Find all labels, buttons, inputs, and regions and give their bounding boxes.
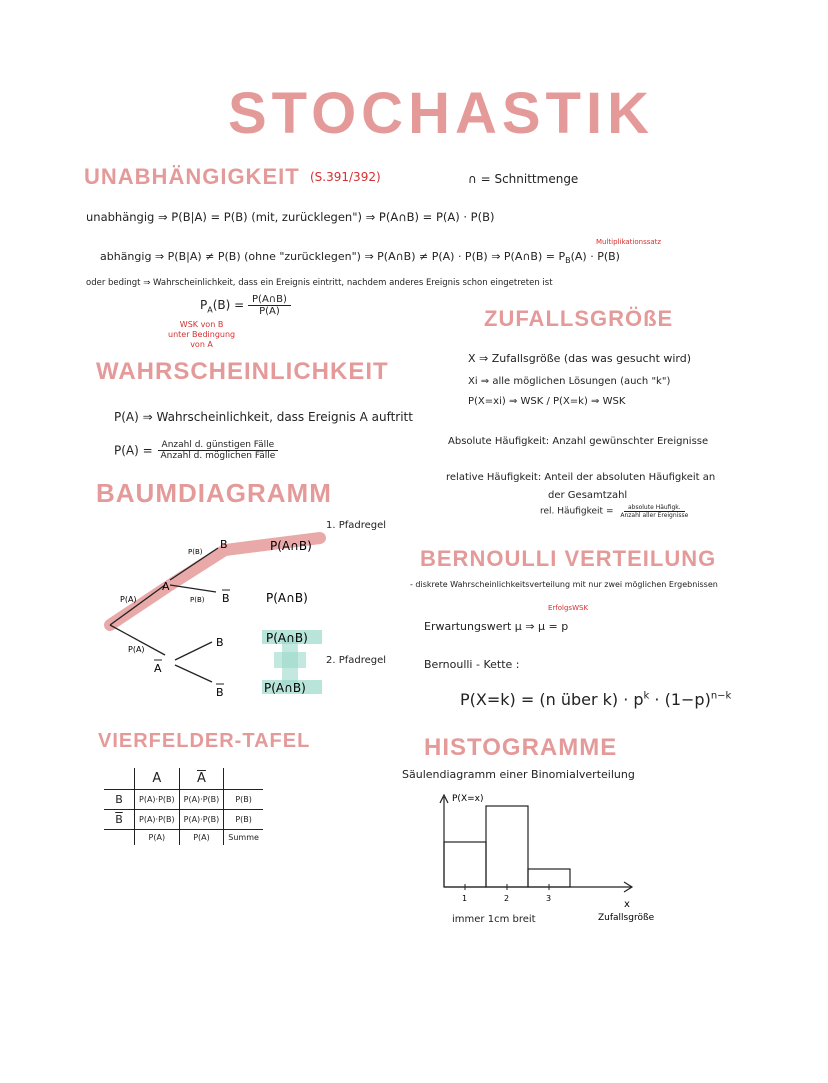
table-row <box>104 810 263 830</box>
abhaengig-formula <box>100 250 620 265</box>
bedingte-wsk-formula <box>200 294 291 317</box>
table-row <box>104 768 263 790</box>
rel-denominator: Anzahl aller Ereignisse <box>620 512 689 519</box>
table-cell <box>224 768 263 790</box>
table-row <box>104 790 263 810</box>
erwartungswert: Erwartungswert μ ⇒ μ = p <box>424 620 569 633</box>
unabhaengigkeit-heading: UNABHÄNGIGKEIT <box>84 164 300 189</box>
bernoulli-formula-main: P(X=k) = (n über k) · p <box>460 690 644 709</box>
x-axis-name: Zufallsgröße <box>598 913 655 923</box>
rel-numerator: absolute Häufigk. <box>624 504 685 512</box>
table-row <box>104 830 263 846</box>
result-2: P(A∩B) <box>266 591 308 605</box>
table-cell: P(B) <box>235 815 252 824</box>
y-axis-label: P(X=x) <box>452 794 484 804</box>
wsk-note <box>168 320 235 350</box>
node-bbar: B <box>222 592 230 605</box>
node-abar: A <box>154 662 162 675</box>
node-b: B <box>220 538 228 551</box>
table-cell: P(A)·P(B) <box>179 810 224 830</box>
bedingt-text: oder bedingt ⇒ Wahrscheinlichkeit, dass ein Ereignis eintritt, nachdem anderes Ereignis schon eingetreten ist <box>86 278 553 288</box>
pa-label: P(A) = <box>114 443 153 458</box>
table-cell <box>104 830 135 846</box>
rel-label: rel. Häufigkeit = <box>540 506 614 517</box>
rel-fraction <box>616 504 692 519</box>
erfolgs-wsk-label: ErfolgsWSK <box>548 604 589 612</box>
result-3: P(A∩B) <box>266 631 308 645</box>
branch-abar-b <box>175 642 212 660</box>
laplace-denominator: Anzahl d. möglichen Fälle <box>160 451 276 461</box>
bernoulli-formula <box>460 690 731 709</box>
label-pbbar: P(B) <box>190 596 205 604</box>
x-tick-label: 2 <box>504 894 510 903</box>
node-bbar: B <box>216 686 224 699</box>
abhaengig-text: abhängig ⇒ P(B|A) ≠ P(B) (ohne "zurücklegen") ⇒ P(A∩B) ≠ P(A) · P(B) ⇒ P(A∩B) = P <box>100 250 566 263</box>
pfadregel-2: 2. Pfadregel <box>326 655 387 666</box>
bernoulli-kette-label: Bernoulli - Kette : <box>424 658 520 671</box>
bernoulli-formula-mid: · (1−p) <box>649 690 711 709</box>
histogramm-description: Säulendiagramm einer Binomialverteilung <box>402 768 635 781</box>
zufall-line-3: P(X=xi) ⇒ WSK / P(X=k) ⇒ WSK <box>468 396 626 407</box>
absolute-haeufigkeit: Absolute Häufigkeit: Anzahl gewünschter Ereignisse <box>448 436 709 447</box>
zufall-line-2: Xi ⇒ alle möglichen Lösungen (auch "k") <box>468 376 671 387</box>
bedingte-wsk-fraction <box>248 294 291 317</box>
table-cell: P(A)·P(B) <box>135 790 180 810</box>
bernoulli-heading: BERNOULLI VERTEILUNG <box>420 546 717 571</box>
vierfelder-heading: VIERFELDER-TAFEL <box>98 730 311 752</box>
vierfelder-table <box>104 768 263 845</box>
abhaengig-sub: B <box>565 256 571 266</box>
laplace-fraction <box>157 440 280 461</box>
pa-b-rest: (B) = <box>212 298 245 312</box>
abhaengig-end: (A) · P(B) <box>570 250 620 263</box>
tree-diagram <box>90 530 410 710</box>
node-b: B <box>216 636 224 649</box>
relative-haeufigkeit-formula <box>540 504 692 519</box>
relative-haeufigkeit-2: der Gesamtzahl <box>548 490 628 501</box>
exponent-k: k <box>643 690 650 702</box>
x-tick-label: 1 <box>462 894 468 903</box>
bernoulli-description: - diskrete Wahrscheinlichkeitsverteilung mit nur zwei möglichen Ergebnissen <box>410 580 718 589</box>
schnittmenge-note: ∩ = Schnittmenge <box>468 172 579 186</box>
multiplikationssatz-label: Multiplikationssatz <box>596 238 662 246</box>
table-cell: P(A)·P(B) <box>179 790 224 810</box>
table-cell: Summe <box>228 833 259 842</box>
wsk-note-line: WSK von B <box>179 320 224 329</box>
baumdiagramm-heading: BAUMDIAGRAMM <box>96 478 332 508</box>
table-header-cell: $\overline{A}$ <box>179 768 224 790</box>
table-row-header: $\overline{B}$ <box>104 810 135 830</box>
result-4: P(A∩B) <box>264 681 306 695</box>
label-pa: P(A) <box>120 595 137 604</box>
table-cell: P(A) <box>135 830 180 846</box>
table-cell: P(B) <box>235 795 252 804</box>
branch-a-bbar <box>170 585 216 592</box>
unabhaengig-formula: unabhängig ⇒ P(B|A) = P(B) (mit, zurücklegen") ⇒ P(A∩B) = P(A) · P(B) <box>86 210 495 224</box>
table-cell: P(A) <box>179 830 224 846</box>
label-pb: P(B) <box>188 548 203 556</box>
table-row-header: B <box>104 790 135 810</box>
x-tick-label: 3 <box>546 894 552 903</box>
node-a: A <box>162 580 170 593</box>
table-header-cell: A <box>135 768 180 790</box>
zufall-line-1: X ⇒ Zufallsgröße (das was gesucht wird) <box>468 352 692 365</box>
teal-plus <box>274 652 306 668</box>
histogram-bar <box>444 842 486 887</box>
exponent-nk: n−k <box>710 690 732 702</box>
table-cell: P(A)·P(B) <box>135 810 180 830</box>
zufallsgroesse-heading: ZUFALLSGRÖßE <box>484 306 674 331</box>
fraction-numerator: P(A∩B) <box>248 294 291 306</box>
branch-abar-bbar <box>175 665 212 682</box>
result-1: P(A∩B) <box>270 539 312 553</box>
pa-b-p: P <box>200 298 208 312</box>
histogramme-heading: HISTOGRAMME <box>424 734 618 761</box>
wsk-note-line: unter Bedingung <box>168 330 236 339</box>
label-pabar: P(A) <box>128 645 145 654</box>
wsk-note-line: von A <box>190 340 213 349</box>
table-cell <box>104 768 135 790</box>
page-title: STOCHASTIK <box>228 81 654 146</box>
pfadregel-1: 1. Pfadregel <box>326 520 387 531</box>
wahrscheinlichkeit-heading: WAHRSCHEINLICHKEIT <box>96 358 389 385</box>
laplace-formula <box>114 440 279 461</box>
wahrscheinlichkeit-definition: P(A) ⇒ Wahrscheinlichkeit, dass Ereignis A auftritt <box>114 410 413 424</box>
histogram-chart <box>420 785 680 935</box>
laplace-numerator: Anzahl d. günstigen Fälle <box>158 440 279 451</box>
pa-b-sub: A <box>207 305 213 315</box>
histogram-bar <box>486 806 528 887</box>
page-reference: (S.391/392) <box>310 170 381 184</box>
relative-haeufigkeit-1: relative Häufigkeit: Anteil der absoluten Häufigkeit an <box>446 472 716 483</box>
branch-a <box>110 585 165 625</box>
bar-width-note: immer 1cm breit <box>452 914 536 925</box>
x-axis-label: x <box>624 899 630 910</box>
fraction-denominator: P(A) <box>259 306 280 317</box>
